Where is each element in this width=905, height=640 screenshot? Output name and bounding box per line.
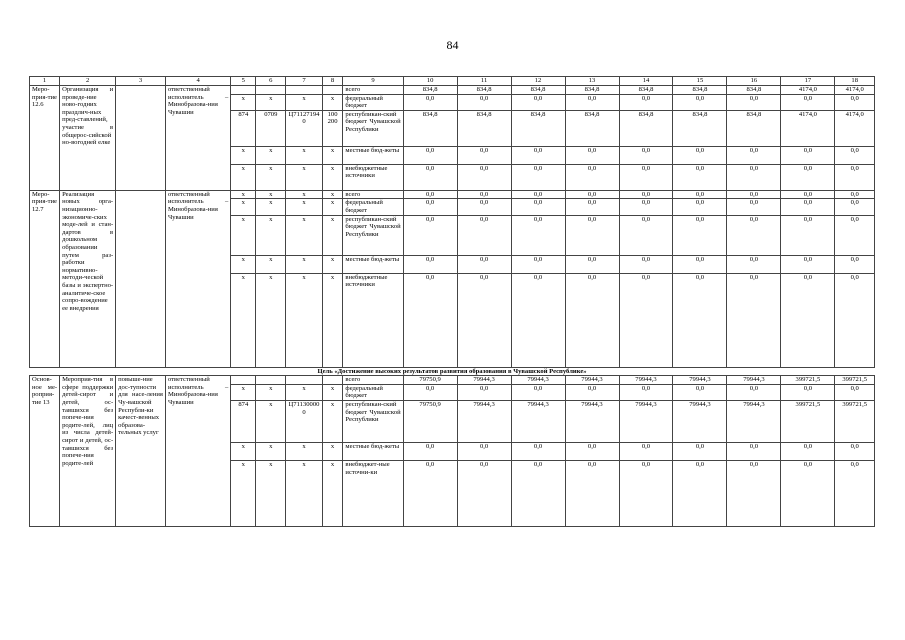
amount-cell: 0,0 [403, 442, 457, 460]
amount-cell: 834,8 [727, 86, 781, 95]
table-row [30, 190, 875, 199]
amount-cell: 834,8 [619, 86, 673, 95]
amount-cell: 834,8 [403, 86, 457, 95]
amount-cell: 79944,3 [565, 376, 619, 385]
amount-cell: 0,0 [457, 442, 511, 460]
amount-cell: 0,0 [403, 384, 457, 400]
amount-cell: 0,0 [619, 146, 673, 164]
amount-cell: 0,0 [619, 273, 673, 367]
code-section: x [256, 460, 286, 526]
funding-source: местные бюд-жеты [343, 442, 403, 460]
amount-cell: 0,0 [403, 273, 457, 367]
amount-cell: 0,0 [727, 442, 781, 460]
amount-cell: 0,0 [619, 190, 673, 199]
funding-source: всего [343, 190, 403, 199]
code-section: x [256, 442, 286, 460]
code-grbs: x [231, 190, 256, 199]
header-cell: 14 [619, 77, 673, 86]
code-grbs: x [231, 460, 256, 526]
amount-cell: 0,0 [457, 460, 511, 526]
activity-code: Меро-прия-тие 12.7 [30, 190, 60, 367]
amount-cell: 834,8 [673, 86, 727, 95]
amount-cell: 834,8 [619, 110, 673, 146]
responsible-executor: ответственный исполнитель – Минобразова-ния Чувашии [165, 190, 230, 367]
amount-cell: 0,0 [511, 442, 565, 460]
code-grbs: x [231, 94, 256, 110]
code-grbs: x [231, 215, 256, 255]
amount-cell: 0,0 [457, 199, 511, 215]
amount-cell: 0,0 [727, 199, 781, 215]
amount-cell: 0,0 [673, 273, 727, 367]
amount-cell: 0,0 [511, 146, 565, 164]
code-target-item: x [286, 94, 322, 110]
header-cell: 2 [60, 77, 116, 86]
code-target-item: x [286, 384, 322, 400]
amount-cell: 834,8 [457, 86, 511, 95]
amount-cell: 0,0 [403, 146, 457, 164]
code-expense-type: x [322, 215, 343, 255]
code-grbs: x [231, 273, 256, 367]
code-section: x [256, 199, 286, 215]
amount-cell: 0,0 [781, 384, 835, 400]
amount-cell: 0,0 [835, 215, 875, 255]
amount-cell: 79944,3 [511, 376, 565, 385]
activity-goal [116, 86, 166, 191]
code-target-item [286, 376, 322, 385]
amount-cell: 834,8 [727, 110, 781, 146]
amount-cell: 0,0 [727, 215, 781, 255]
amount-cell: 79944,3 [727, 400, 781, 442]
amount-cell: 0,0 [673, 215, 727, 255]
responsible-executor: ответственный исполнитель – Минобразова-ния Чувашии [165, 376, 230, 527]
amount-cell: 0,0 [835, 94, 875, 110]
amount-cell: 0,0 [781, 146, 835, 164]
activity-goal: повыше-ние дос-тупности для насе-ления Чу-вашской Республи-ки качест-венных образова-тельных услуг [116, 376, 166, 527]
activity-description: Реализация новых орга-низационно-экономиче-ских моде-лей и стан-дартов в дошкольном образовании путем раз-работки нормативно-методи-ческой базы и экспертно-аналитиче-ское сопро-вождение ее внедрения [60, 190, 116, 367]
amount-cell: 0,0 [727, 273, 781, 367]
code-expense-type: x [322, 94, 343, 110]
code-grbs: x [231, 146, 256, 164]
amount-cell: 0,0 [403, 255, 457, 273]
amount-cell: 0,0 [511, 215, 565, 255]
header-cell: 8 [322, 77, 343, 86]
code-target-item: x [286, 273, 322, 367]
code-expense-type [322, 376, 343, 385]
amount-cell: 0,0 [835, 460, 875, 526]
goal-row [30, 367, 875, 376]
amount-cell: 0,0 [403, 94, 457, 110]
budget-table [29, 76, 875, 527]
amount-cell: 0,0 [673, 199, 727, 215]
code-section: x [256, 94, 286, 110]
amount-cell: 0,0 [835, 199, 875, 215]
header-cell: 1 [30, 77, 60, 86]
amount-cell: 0,0 [511, 164, 565, 190]
amount-cell: 0,0 [835, 273, 875, 367]
amount-cell: 399721,5 [835, 400, 875, 442]
funding-source: федеральный бюджет [343, 94, 403, 110]
funding-source: всего [343, 376, 403, 385]
code-grbs: 874 [231, 110, 256, 146]
header-cell: 13 [565, 77, 619, 86]
code-expense-type: x [322, 400, 343, 442]
activity-description: Мероприя-тия в сфере поддержки детей-сирот и детей, ос-тавшихся без попече-ния родите-лей, лиц из числа детей-сирот и детей, ос-тавшихся без попече-ния родите-лей [60, 376, 116, 527]
amount-cell: 0,0 [727, 384, 781, 400]
header-row [30, 77, 875, 86]
amount-cell: 0,0 [619, 94, 673, 110]
amount-cell: 79944,3 [457, 400, 511, 442]
amount-cell: 0,0 [565, 164, 619, 190]
amount-cell: 834,8 [403, 110, 457, 146]
header-cell: 5 [231, 77, 256, 86]
code-expense-type: x [322, 164, 343, 190]
code-section [256, 376, 286, 385]
amount-cell: 0,0 [619, 384, 673, 400]
amount-cell: 834,8 [565, 86, 619, 95]
header-cell: 4 [165, 77, 230, 86]
header-cell: 7 [286, 77, 322, 86]
amount-cell: 0,0 [619, 199, 673, 215]
amount-cell: 0,0 [835, 164, 875, 190]
code-expense-type: x [322, 199, 343, 215]
code-expense-type [322, 86, 343, 95]
header-cell: 3 [116, 77, 166, 86]
amount-cell: 0,0 [673, 460, 727, 526]
funding-source: местные бюд-жеты [343, 255, 403, 273]
amount-cell: 79944,3 [619, 376, 673, 385]
amount-cell: 4174,0 [781, 86, 835, 95]
code-section: x [256, 215, 286, 255]
amount-cell: 0,0 [781, 164, 835, 190]
responsible-executor: ответственный исполнитель – Минобразова-ния Чувашии [165, 86, 230, 191]
activity-goal [116, 190, 166, 367]
amount-cell: 0,0 [673, 94, 727, 110]
amount-cell: 0,0 [781, 273, 835, 367]
header-cell: 17 [781, 77, 835, 86]
amount-cell: 0,0 [781, 460, 835, 526]
amount-cell: 0,0 [565, 384, 619, 400]
amount-cell: 399721,5 [781, 376, 835, 385]
activity-code: Основ-ное ме-роприя-тие 13 [30, 376, 60, 527]
code-grbs [231, 376, 256, 385]
amount-cell: 79750,9 [403, 376, 457, 385]
funding-source: внебюджетные источники [343, 273, 403, 367]
funding-source: местные бюд-жеты [343, 146, 403, 164]
code-target-item: x [286, 190, 322, 199]
amount-cell: 0,0 [565, 442, 619, 460]
amount-cell: 834,8 [565, 110, 619, 146]
header-cell: 12 [511, 77, 565, 86]
amount-cell: 834,8 [511, 110, 565, 146]
goal-heading: Цель «Достижение высоких результатов развития образования в Чувашской Республике» [30, 367, 875, 376]
amount-cell: 0,0 [457, 94, 511, 110]
code-target-item: x [286, 442, 322, 460]
amount-cell: 4174,0 [835, 86, 875, 95]
amount-cell: 4174,0 [781, 110, 835, 146]
amount-cell: 399721,5 [781, 400, 835, 442]
code-grbs: x [231, 255, 256, 273]
amount-cell: 0,0 [835, 190, 875, 199]
amount-cell: 0,0 [619, 215, 673, 255]
funding-source: внебюджетные источники [343, 164, 403, 190]
amount-cell: 0,0 [727, 146, 781, 164]
code-target-item: x [286, 146, 322, 164]
code-grbs: x [231, 199, 256, 215]
code-expense-type: x [322, 384, 343, 400]
amount-cell: 0,0 [457, 255, 511, 273]
funding-source: федеральный бюджет [343, 384, 403, 400]
code-section: x [256, 273, 286, 367]
amount-cell: 0,0 [565, 199, 619, 215]
amount-cell: 0,0 [619, 255, 673, 273]
amount-cell: 0,0 [511, 460, 565, 526]
code-target-item [286, 86, 322, 95]
amount-cell: 0,0 [511, 190, 565, 199]
amount-cell: 79944,3 [457, 376, 511, 385]
header-cell: 15 [673, 77, 727, 86]
amount-cell: 0,0 [403, 190, 457, 199]
amount-cell: 0,0 [403, 215, 457, 255]
code-target-item: x [286, 199, 322, 215]
amount-cell: 0,0 [727, 460, 781, 526]
amount-cell: 0,0 [673, 442, 727, 460]
activity-code: Меро-прия-тие 12.6 [30, 86, 60, 191]
amount-cell: 0,0 [835, 384, 875, 400]
amount-cell: 79944,3 [727, 376, 781, 385]
header-cell: 6 [256, 77, 286, 86]
header-cell: 18 [835, 77, 875, 86]
code-grbs: 874 [231, 400, 256, 442]
header-cell: 10 [403, 77, 457, 86]
amount-cell: 0,0 [457, 215, 511, 255]
code-section: x [256, 400, 286, 442]
amount-cell: 79944,3 [511, 400, 565, 442]
amount-cell: 0,0 [403, 199, 457, 215]
code-expense-type: 100 200 [322, 110, 343, 146]
code-grbs: x [231, 442, 256, 460]
funding-source: республикан-ский бюджет Чувашской Республики [343, 110, 403, 146]
amount-cell: 0,0 [565, 273, 619, 367]
funding-source: республикан-ский бюджет Чувашской Республики [343, 215, 403, 255]
code-target-item: x [286, 460, 322, 526]
amount-cell: 0,0 [727, 255, 781, 273]
amount-cell: 0,0 [511, 384, 565, 400]
code-target-item: Ц711300000 [286, 400, 322, 442]
amount-cell: 0,0 [619, 460, 673, 526]
code-expense-type: x [322, 442, 343, 460]
amount-cell: 0,0 [781, 442, 835, 460]
amount-cell: 0,0 [673, 384, 727, 400]
amount-cell: 0,0 [457, 190, 511, 199]
funding-source: республикан-ский бюджет Чувашской Республики [343, 400, 403, 442]
amount-cell: 79944,3 [619, 400, 673, 442]
code-expense-type: x [322, 255, 343, 273]
amount-cell: 0,0 [403, 460, 457, 526]
amount-cell: 0,0 [727, 164, 781, 190]
table-row [30, 86, 875, 95]
amount-cell: 0,0 [835, 255, 875, 273]
amount-cell: 399721,5 [835, 376, 875, 385]
code-target-item: x [286, 255, 322, 273]
amount-cell: 0,0 [511, 255, 565, 273]
amount-cell: 0,0 [835, 146, 875, 164]
amount-cell: 0,0 [565, 460, 619, 526]
amount-cell: 0,0 [565, 146, 619, 164]
amount-cell: 0,0 [619, 164, 673, 190]
amount-cell: 0,0 [727, 94, 781, 110]
code-section: x [256, 384, 286, 400]
code-section: 0709 [256, 110, 286, 146]
amount-cell: 0,0 [781, 255, 835, 273]
amount-cell: 79944,3 [673, 376, 727, 385]
amount-cell: 0,0 [835, 442, 875, 460]
amount-cell: 0,0 [511, 94, 565, 110]
code-expense-type: x [322, 273, 343, 367]
amount-cell: 0,0 [673, 190, 727, 199]
code-section [256, 86, 286, 95]
header-cell: 11 [457, 77, 511, 86]
code-grbs: x [231, 384, 256, 400]
funding-source: федеральный бюджет [343, 199, 403, 215]
amount-cell: 0,0 [457, 164, 511, 190]
code-target-item: Ц711271940 [286, 110, 322, 146]
header-cell: 9 [343, 77, 403, 86]
amount-cell: 0,0 [781, 190, 835, 199]
amount-cell: 834,8 [457, 110, 511, 146]
code-expense-type: x [322, 146, 343, 164]
code-section: x [256, 255, 286, 273]
code-grbs: x [231, 164, 256, 190]
amount-cell: 0,0 [457, 146, 511, 164]
amount-cell: 0,0 [673, 146, 727, 164]
funding-source: внебюджет-ные источни-ки [343, 460, 403, 526]
amount-cell: 0,0 [565, 94, 619, 110]
amount-cell: 0,0 [403, 164, 457, 190]
amount-cell: 0,0 [565, 255, 619, 273]
table-row [30, 376, 875, 385]
code-expense-type: x [322, 460, 343, 526]
amount-cell: 0,0 [727, 190, 781, 199]
code-section: x [256, 164, 286, 190]
code-grbs [231, 86, 256, 95]
amount-cell: 0,0 [511, 199, 565, 215]
amount-cell: 4174,0 [835, 110, 875, 146]
code-expense-type: x [322, 190, 343, 199]
amount-cell: 0,0 [673, 255, 727, 273]
amount-cell: 0,0 [781, 215, 835, 255]
code-target-item: x [286, 215, 322, 255]
code-target-item: x [286, 164, 322, 190]
amount-cell: 834,8 [673, 110, 727, 146]
amount-cell: 79944,3 [673, 400, 727, 442]
amount-cell: 0,0 [565, 215, 619, 255]
amount-cell: 0,0 [781, 94, 835, 110]
code-section: x [256, 146, 286, 164]
amount-cell: 79750,9 [403, 400, 457, 442]
activity-description: Организация и проведе-ние ново-годних праздлич-ных пред-ставлений, участие в общерос-сийской но-вогодней елке [60, 86, 116, 191]
funding-source: всего [343, 86, 403, 95]
amount-cell: 0,0 [457, 384, 511, 400]
amount-cell: 0,0 [457, 273, 511, 367]
amount-cell: 0,0 [673, 164, 727, 190]
code-section: x [256, 190, 286, 199]
amount-cell: 79944,3 [565, 400, 619, 442]
page-number: 84 [446, 38, 459, 52]
amount-cell: 0,0 [565, 190, 619, 199]
header-cell: 16 [727, 77, 781, 86]
amount-cell: 0,0 [781, 199, 835, 215]
amount-cell: 0,0 [511, 273, 565, 367]
amount-cell: 834,8 [511, 86, 565, 95]
amount-cell: 0,0 [619, 442, 673, 460]
